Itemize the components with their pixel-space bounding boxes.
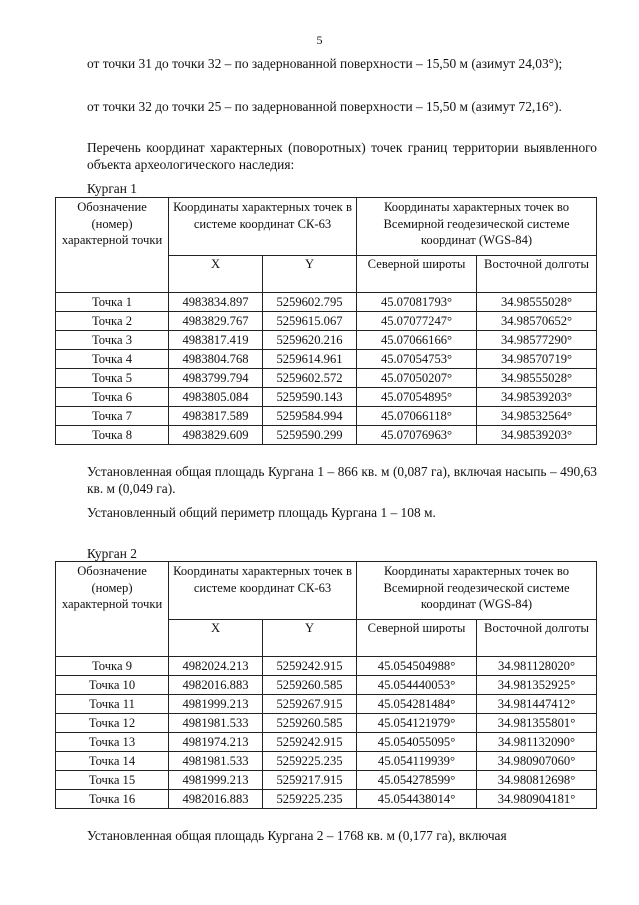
x-cell: 4982016.883 xyxy=(169,790,263,809)
x-cell: 4981981.533 xyxy=(169,752,263,771)
x-cell: 4981999.213 xyxy=(169,695,263,714)
kurgan2-area-text: Установленная общая площадь Кургана 2 – 1768 кв. м (0,177 га), включая xyxy=(87,828,507,843)
x-cell: 4983805.084 xyxy=(169,388,263,407)
table-row xyxy=(56,388,597,407)
y-cell: 5259242.915 xyxy=(263,733,357,752)
header-wgs84: Координаты характерных точек во Всемирной геодезической системе координат (WGS-84) xyxy=(357,198,597,256)
latitude-cell: 45.054119939° xyxy=(357,752,477,771)
y-cell: 5259614.961 xyxy=(263,350,357,369)
point-name-cell: Точка 8 xyxy=(56,426,169,445)
header-designation: Обозначение (номер) характерной точки xyxy=(56,198,169,293)
latitude-cell: 45.07066118° xyxy=(357,407,477,426)
longitude-cell: 34.980907060° xyxy=(477,752,597,771)
x-cell: 4982024.213 xyxy=(169,657,263,676)
header-x: X xyxy=(169,256,263,293)
table-row xyxy=(56,407,597,426)
longitude-cell: 34.98570652° xyxy=(477,312,597,331)
y-cell: 5259217.915 xyxy=(263,771,357,790)
header-lon: Восточной долготы xyxy=(477,256,597,293)
table-row xyxy=(56,695,597,714)
table-row xyxy=(56,676,597,695)
point-name-cell: Точка 9 xyxy=(56,657,169,676)
point-name-cell: Точка 12 xyxy=(56,714,169,733)
point-name-cell: Точка 16 xyxy=(56,790,169,809)
latitude-cell: 45.07081793° xyxy=(357,293,477,312)
x-cell: 4983804.768 xyxy=(169,350,263,369)
header-y: Y xyxy=(263,620,357,657)
x-cell: 4983834.897 xyxy=(169,293,263,312)
header-lon: Восточной долготы xyxy=(477,620,597,657)
point-name-cell: Точка 3 xyxy=(56,331,169,350)
latitude-cell: 45.07054753° xyxy=(357,350,477,369)
point-name-cell: Точка 1 xyxy=(56,293,169,312)
y-cell: 5259590.299 xyxy=(263,426,357,445)
header-wgs84: Координаты характерных точек во Всемирной геодезической системе координат (WGS-84) xyxy=(357,562,597,620)
header-designation: Обозначение (номер) характерной точки xyxy=(56,562,169,657)
latitude-cell: 45.054440053° xyxy=(357,676,477,695)
y-cell: 5259620.216 xyxy=(263,331,357,350)
table-row xyxy=(56,293,597,312)
kurgan1-table xyxy=(55,197,597,445)
point-name-cell: Точка 13 xyxy=(56,733,169,752)
longitude-cell: 34.981128020° xyxy=(477,657,597,676)
longitude-cell: 34.98570719° xyxy=(477,350,597,369)
y-cell: 5259602.795 xyxy=(263,293,357,312)
latitude-cell: 45.07050207° xyxy=(357,369,477,388)
header-sk63: Координаты характерных точек в системе координат СК-63 xyxy=(169,562,357,620)
y-cell: 5259242.915 xyxy=(263,657,357,676)
x-cell: 4981981.533 xyxy=(169,714,263,733)
y-cell: 5259260.585 xyxy=(263,676,357,695)
longitude-cell: 34.98577290° xyxy=(477,331,597,350)
longitude-cell: 34.980904181° xyxy=(477,790,597,809)
table-row xyxy=(56,657,597,676)
header-y: Y xyxy=(263,256,357,293)
latitude-cell: 45.07076963° xyxy=(357,426,477,445)
intro-paragraph-3: Перечень координат характерных (поворотных) точек границ территории выявленного объекта археологического наследия: xyxy=(87,140,597,173)
kurgan1-perimeter-text: Установленный общий периметр площадь Кургана 1 – 108 м. xyxy=(87,505,436,520)
point-name-cell: Точка 5 xyxy=(56,369,169,388)
table-row xyxy=(56,790,597,809)
table-row xyxy=(56,350,597,369)
intro-paragraph-2: от точки 32 до точки 25 – по задернованной поверхности – 15,50 м (азимут 72,16°). xyxy=(87,99,562,114)
longitude-cell: 34.981447412° xyxy=(477,695,597,714)
table-row xyxy=(56,733,597,752)
longitude-cell: 34.981355801° xyxy=(477,714,597,733)
point-name-cell: Точка 2 xyxy=(56,312,169,331)
kurgan2-title: Курган 2 xyxy=(87,546,137,561)
latitude-cell: 45.054438014° xyxy=(357,790,477,809)
x-cell: 4983817.419 xyxy=(169,331,263,350)
kurgan1-title: Курган 1 xyxy=(87,181,137,196)
table-row xyxy=(56,752,597,771)
kurgan2-table-body xyxy=(56,657,597,809)
kurgan1-area-text: Установленная общая площадь Кургана 1 – 866 кв. м (0,087 га), включая насыпь – 490,63 кв. м (0,049 га). xyxy=(87,464,597,497)
longitude-cell: 34.98539203° xyxy=(477,388,597,407)
y-cell: 5259225.235 xyxy=(263,752,357,771)
y-cell: 5259590.143 xyxy=(263,388,357,407)
y-cell: 5259615.067 xyxy=(263,312,357,331)
header-lat: Северной широты xyxy=(357,256,477,293)
longitude-cell: 34.98532564° xyxy=(477,407,597,426)
x-cell: 4981974.213 xyxy=(169,733,263,752)
point-name-cell: Точка 14 xyxy=(56,752,169,771)
table-row xyxy=(56,714,597,733)
x-cell: 4982016.883 xyxy=(169,676,263,695)
x-cell: 4983817.589 xyxy=(169,407,263,426)
point-name-cell: Точка 15 xyxy=(56,771,169,790)
point-name-cell: Точка 4 xyxy=(56,350,169,369)
x-cell: 4981999.213 xyxy=(169,771,263,790)
header-x: X xyxy=(169,620,263,657)
latitude-cell: 45.07054895° xyxy=(357,388,477,407)
latitude-cell: 45.07066166° xyxy=(357,331,477,350)
longitude-cell: 34.980812698° xyxy=(477,771,597,790)
page-number: 5 xyxy=(316,33,323,47)
x-cell: 4983829.767 xyxy=(169,312,263,331)
latitude-cell: 45.054121979° xyxy=(357,714,477,733)
x-cell: 4983799.794 xyxy=(169,369,263,388)
x-cell: 4983829.609 xyxy=(169,426,263,445)
longitude-cell: 34.981352925° xyxy=(477,676,597,695)
table-row xyxy=(56,771,597,790)
y-cell: 5259267.915 xyxy=(263,695,357,714)
table-row xyxy=(56,369,597,388)
latitude-cell: 45.07077247° xyxy=(357,312,477,331)
y-cell: 5259260.585 xyxy=(263,714,357,733)
longitude-cell: 34.981132090° xyxy=(477,733,597,752)
table-row xyxy=(56,426,597,445)
latitude-cell: 45.054504988° xyxy=(357,657,477,676)
latitude-cell: 45.054278599° xyxy=(357,771,477,790)
latitude-cell: 45.054055095° xyxy=(357,733,477,752)
longitude-cell: 34.98555028° xyxy=(477,293,597,312)
point-name-cell: Точка 10 xyxy=(56,676,169,695)
point-name-cell: Точка 6 xyxy=(56,388,169,407)
y-cell: 5259584.994 xyxy=(263,407,357,426)
table-row xyxy=(56,331,597,350)
kurgan1-table-body xyxy=(56,293,597,445)
y-cell: 5259225.235 xyxy=(263,790,357,809)
point-name-cell: Точка 7 xyxy=(56,407,169,426)
y-cell: 5259602.572 xyxy=(263,369,357,388)
kurgan2-table xyxy=(55,561,597,809)
header-lat: Северной широты xyxy=(357,620,477,657)
table-row xyxy=(56,312,597,331)
intro-paragraph-1: от точки 31 до точки 32 – по задернованной поверхности – 15,50 м (азимут 24,03°); xyxy=(87,56,563,71)
latitude-cell: 45.054281484° xyxy=(357,695,477,714)
longitude-cell: 34.98539203° xyxy=(477,426,597,445)
point-name-cell: Точка 11 xyxy=(56,695,169,714)
longitude-cell: 34.98555028° xyxy=(477,369,597,388)
header-sk63: Координаты характерных точек в системе координат СК-63 xyxy=(169,198,357,256)
